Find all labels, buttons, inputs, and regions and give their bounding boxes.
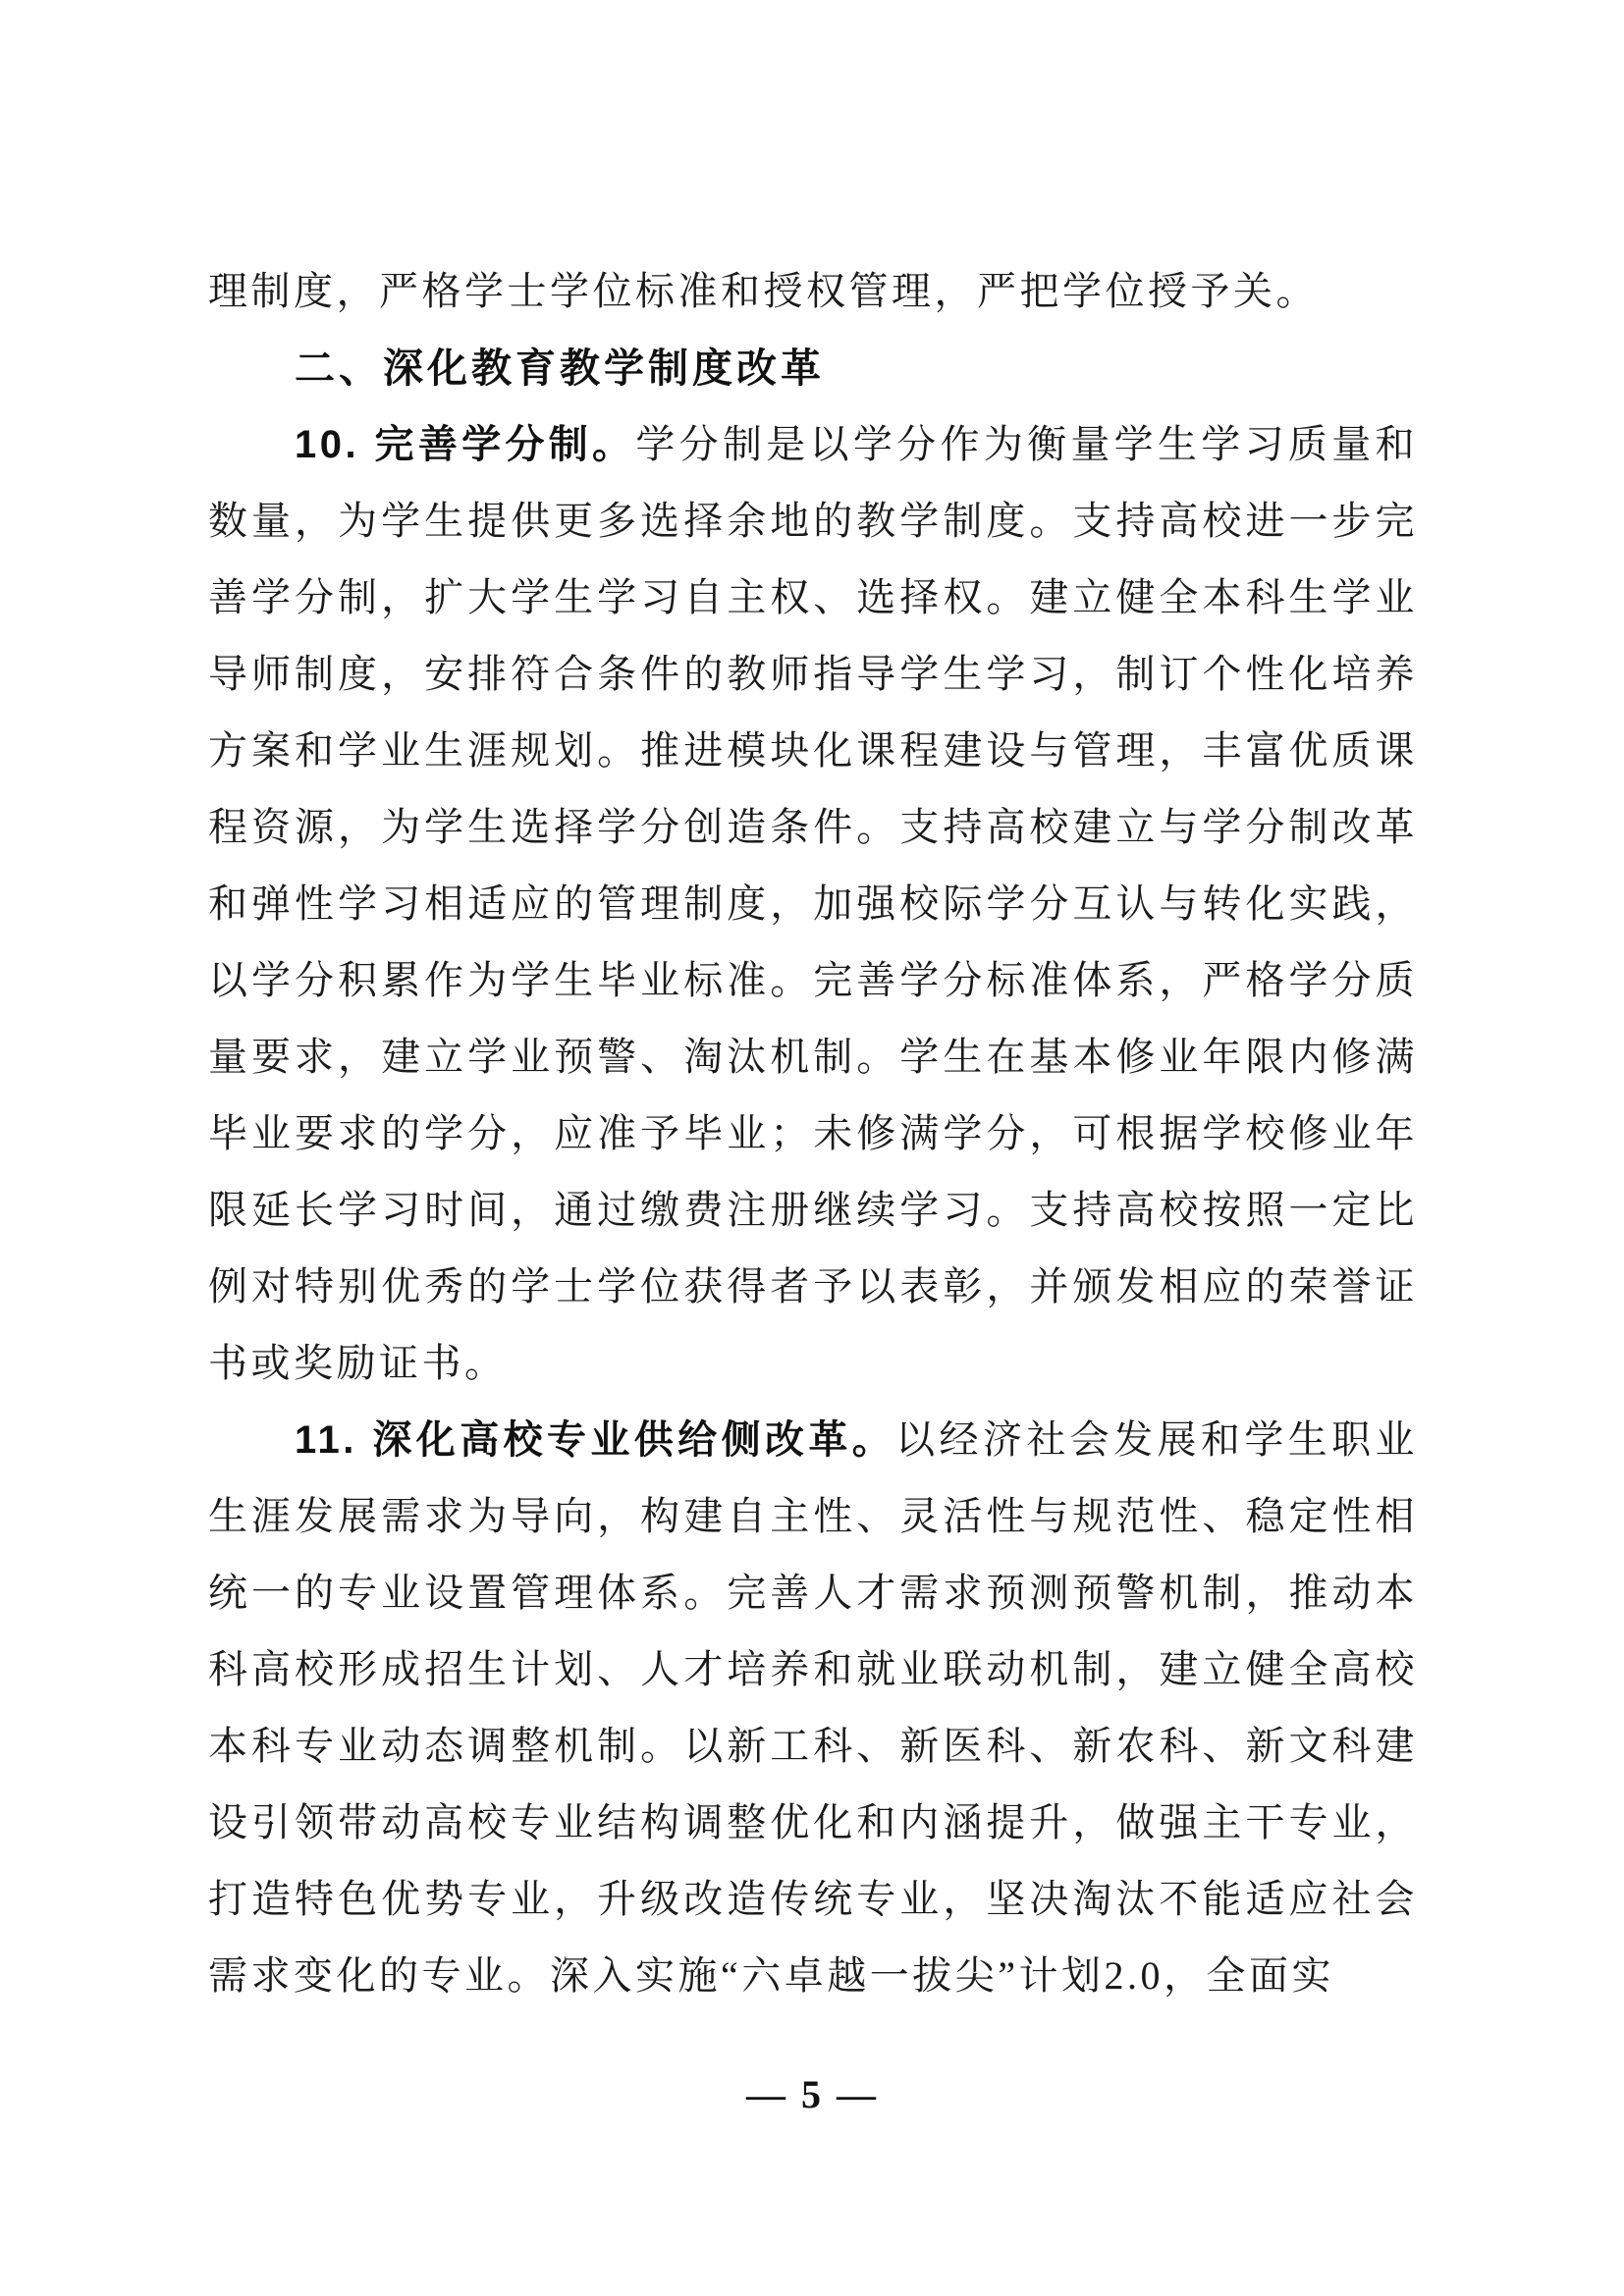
paragraph-item-10 — [208, 406, 1418, 1402]
footer-left-dash: — — [746, 2072, 787, 2116]
footer-right-dash: — — [837, 2072, 878, 2116]
item-10-body: 学分制是以学分作为衡量学生学习质量和数量，为学生提供更多选择余地的教学制度。支持高校进一步完善学分制，扩大学生学习自主权、选择权。建立健全本科生学业导师制度，安排符合条件的教师指导学生学习，制订个性化培养方案和学业生涯规划。推进模块化课程建设与管理，丰富优质课程资源，为学生选择学分创造条件。支持高校建立与学分制改革和弹性学习相适应的管理制度，加强校际学分互认与转化实践，以学分积累作为学生毕业标准。完善学分标准体系，严格学分质量要求，建立学业预警、淘汰机制。学生在基本修业年限内修满毕业要求的学分，应准予毕业；未修满学分，可根据学校修业年限延长学习时间，通过缴费注册继续学习。支持高校按照一定比例对特别优秀的学士学位获得者予以表彰，并颁发相应的荣誉证书或奖励证书。 — [208, 422, 1419, 1385]
item-11-body: 以经济社会发展和学生职业生涯发展需求为导向，构建自主性、灵活性与规范性、稳定性相统一的专业设置管理体系。完善人才需求预测预警机制，推动本科高校形成招生计划、人才培养和就业联动机制，建立健全高校本科专业动态调整机制。以新工科、新医科、新农科、新文科建设引领带动高校专业结构调整优化和内涵提升，做强主干专业，打造特色优势专业，升级改造传统专业，坚决淘汰不能适应社会需求变化的专业。深入实施“六卓越一拔尖”计划2.0，全面实 — [208, 1417, 1419, 1998]
paragraph-continuation: 理制度，严格学士学位标准和授权管理，严把学位授予关。 — [208, 269, 1319, 313]
item-10-lead: 10. 完善学分制。 — [295, 423, 636, 466]
page-footer — [0, 2071, 1624, 2117]
section-heading: 二、深化教育教学制度改革 — [295, 346, 825, 391]
item-11-lead: 11. 深化高校专业供给侧改革。 — [295, 1418, 896, 1462]
paragraph-item-11 — [208, 1402, 1418, 2014]
page-number: 5 — [801, 2072, 823, 2116]
page-content — [208, 253, 1418, 2014]
